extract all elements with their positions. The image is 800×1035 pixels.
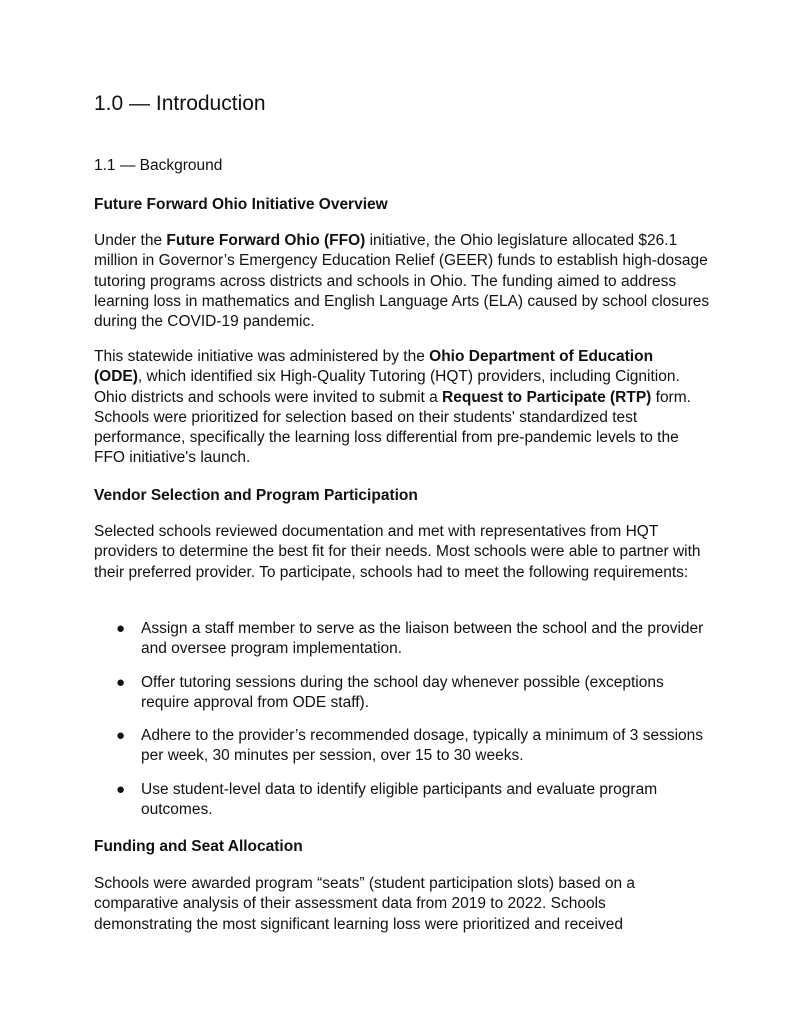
- funding-paragraph: [94, 874, 684, 935]
- list-item-text: Adhere to the provider’s recommended dosage, typically a minimum of 3 sessions per week, 30 minutes per session, over 15 to 30 weeks.: [141, 727, 704, 765]
- funding-heading: Funding and Seat Allocation: [94, 838, 303, 855]
- list-item: [94, 619, 714, 660]
- vendor-heading-block: [94, 487, 714, 505]
- p1-text-c: initiative, the Ohio legislature allocated $26.1 million in Governor’s Emergency Education Relief (GEER) funds to establish high-dosage tutoring programs across districts and schools in Ohio. The funding aimed to address learning loss in mathematics and English Language Arts (ELA) caused by school closures during the COVID-19 pandemic.: [94, 232, 710, 331]
- p2-text-d: form. Schools were prioritized for selection based on their students' standardized test performance, specifically the learning loss differential from pre-pandemic levels to the FFO initiative's launch.: [94, 388, 691, 467]
- list-item-text: Assign a staff member to serve as the liaison between the school and the provider and oversee program implementation.: [141, 620, 704, 658]
- overview-heading-block: [94, 196, 714, 214]
- requirements-list: [94, 619, 714, 820]
- vendor-paragraph: [94, 522, 709, 583]
- overview-paragraph-2: [94, 347, 694, 469]
- funding-heading-block: [94, 838, 714, 856]
- overview-paragraph-1: [94, 231, 719, 332]
- list-item: [94, 726, 714, 767]
- bullet-icon: ●: [116, 727, 126, 745]
- p1-text-a: Under the: [94, 232, 167, 249]
- bullet-icon: ●: [116, 780, 126, 798]
- ode-term: Ohio Department of Education (ODE): [94, 348, 654, 386]
- list-item-text: Use student-level data to identify eligible participants and evaluate program outcomes.: [141, 780, 658, 819]
- page-title: 1.0 — Introduction: [94, 92, 266, 115]
- requirements-list-block: [94, 619, 714, 833]
- list-item: [94, 673, 714, 714]
- list-item-text: Offer tutoring sessions during the school day whenever possible (exceptions require approval from ODE staff).: [141, 673, 664, 711]
- p2-text-c: , which identified six High-Quality Tutoring (HQT) providers, including Cignition. Ohio districts and schools were invited to submit a: [94, 368, 680, 406]
- rtp-term: Request to Participate (RTP): [442, 388, 652, 406]
- ffo-term: Future Forward Ohio (FFO): [166, 232, 366, 249]
- vendor-text: Selected schools reviewed documentation and met with representatives from HQT providers to determine the best fit for their needs. Most schools were able to partner with their preferred provider. To participate, schools had to meet the following requirements:: [94, 523, 701, 581]
- list-item: [94, 780, 714, 821]
- p2-text-a: This statewide initiative was administered by the: [94, 348, 430, 365]
- section-heading: 1.1 — Background: [94, 157, 223, 174]
- vendor-heading: Vendor Selection and Program Participation: [94, 487, 418, 504]
- funding-text: Schools were awarded program “seats” (student participation slots) based on a comparative analysis of their assessment data from 2019 to 2022. Schools demonstrating the most significant learning loss were prioritized and received: [94, 875, 636, 933]
- overview-heading: Future Forward Ohio Initiative Overview: [94, 196, 388, 213]
- bullet-icon: ●: [116, 673, 126, 691]
- bullet-icon: ●: [116, 620, 126, 637]
